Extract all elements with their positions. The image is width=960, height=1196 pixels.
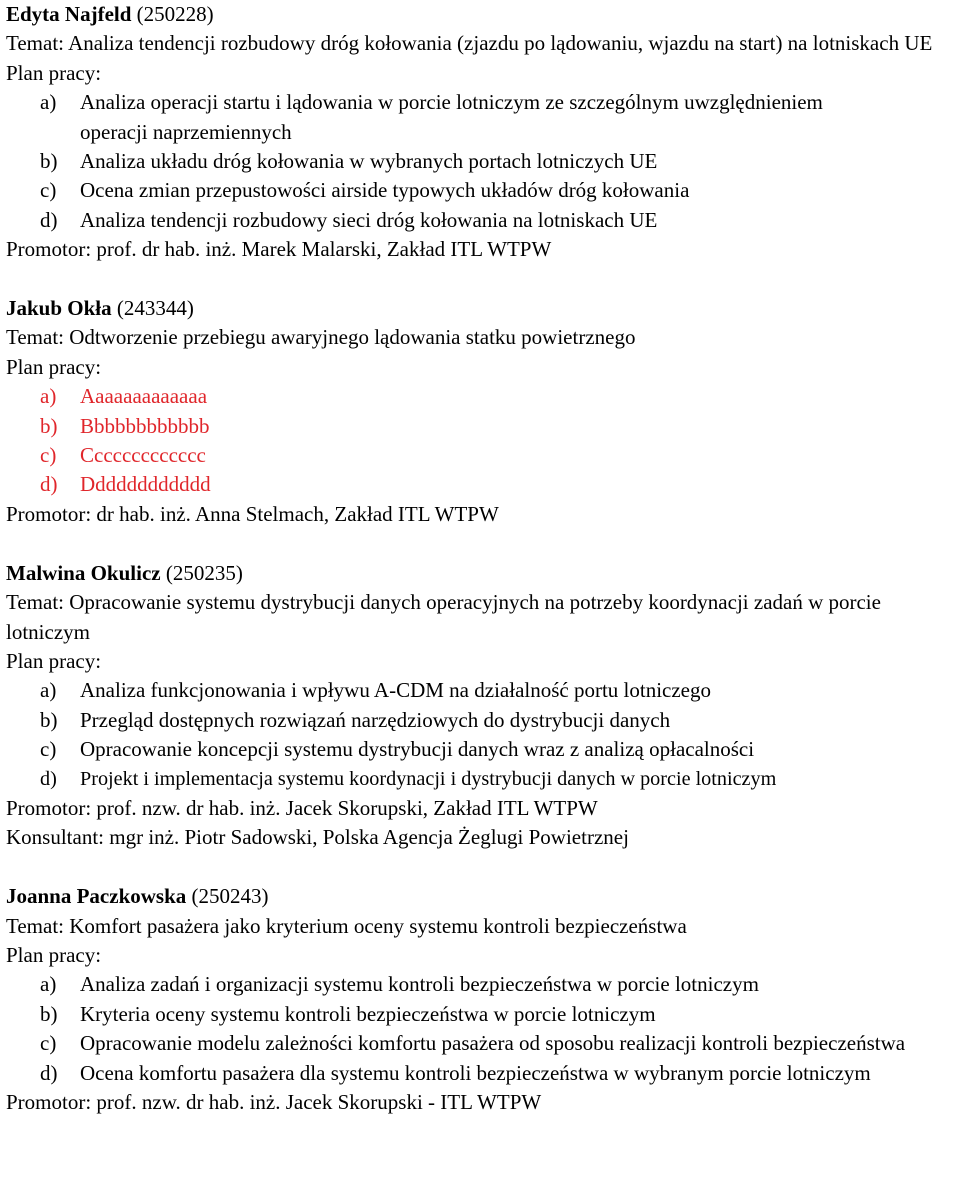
plan-item-marker: c) bbox=[40, 443, 57, 468]
thesis-entry-paczkowska bbox=[6, 882, 960, 1117]
plan-list bbox=[6, 970, 960, 1088]
plan-item bbox=[6, 676, 960, 705]
plan-list bbox=[6, 382, 960, 500]
plan-item-marker: c) bbox=[40, 1031, 57, 1056]
plan-item-text: Kryteria oceny systemu kontroli bezpieczeństwa w porcie lotniczym bbox=[80, 1001, 656, 1026]
plan-item-marker: c) bbox=[40, 178, 57, 203]
plan-item bbox=[6, 765, 960, 794]
plan-item bbox=[6, 412, 960, 441]
plan-list bbox=[6, 88, 960, 235]
plan-item bbox=[6, 176, 960, 205]
plan-item bbox=[6, 206, 960, 235]
plan-label: Plan pracy: bbox=[6, 942, 102, 967]
promotor: Promotor: dr hab. inż. Anna Stelmach, Zakład ITL WTPW bbox=[6, 501, 499, 526]
plan-item-text: Analiza tendencji rozbudowy sieci dróg kołowania na lotniskach UE bbox=[80, 207, 658, 232]
plan-list bbox=[6, 676, 960, 794]
plan-item-marker: a) bbox=[40, 384, 57, 409]
thesis-entry-najfeld bbox=[6, 0, 960, 265]
plan-item-marker: d) bbox=[40, 1060, 58, 1085]
promotor: Promotor: prof. nzw. dr hab. inż. Jacek Skorupski - ITL WTPW bbox=[6, 1089, 542, 1114]
thesis-topic: Temat: Opracowanie systemu dystrybucji danych operacyjnych na potrzeby koordynacji zadań w porcie lotniczym bbox=[6, 590, 881, 644]
student-name: Malwina Okulicz bbox=[6, 560, 161, 585]
plan-item-text: Bbbbbbbbbbbb bbox=[80, 413, 210, 438]
plan-item-text: Analiza operacji startu i lądowania w porcie lotniczym ze szczególnym uwzględnieniem operacji naprzemiennych bbox=[80, 90, 823, 144]
konsultant: Konsultant: mgr inż. Piotr Sadowski, Polska Agencja Żeglugi Powietrznej bbox=[6, 825, 629, 850]
plan-label: Plan pracy: bbox=[6, 648, 102, 673]
plan-item-marker: b) bbox=[40, 149, 58, 174]
plan-label: Plan pracy: bbox=[6, 354, 102, 379]
student-name: Joanna Paczkowska bbox=[6, 884, 187, 909]
plan-item-marker: d) bbox=[40, 767, 57, 790]
plan-item bbox=[6, 1059, 960, 1088]
thesis-entry-okulicz bbox=[6, 559, 960, 853]
plan-item bbox=[6, 706, 960, 735]
student-heading bbox=[6, 882, 960, 911]
plan-item-text: Analiza zadań i organizacji systemu kontroli bezpieczeństwa w porcie lotniczym bbox=[80, 972, 759, 997]
plan-item-text: Analiza układu dróg kołowania w wybranych portach lotniczych UE bbox=[80, 149, 658, 174]
student-id: (250243) bbox=[186, 884, 269, 909]
plan-item-text: Ccccccccccccc bbox=[80, 443, 206, 468]
plan-item-text: Analiza funkcjonowania i wpływu A-CDM na działalność portu lotniczego bbox=[80, 678, 712, 703]
promotor: Promotor: prof. nzw. dr hab. inż. Jacek Skorupski, Zakład ITL WTPW bbox=[6, 795, 598, 820]
student-id: (250228) bbox=[131, 2, 214, 26]
plan-item-text: Przegląd dostępnych rozwiązań narzędziowych do dystrybucji danych bbox=[80, 707, 671, 732]
student-name: Edyta Najfeld bbox=[6, 2, 132, 26]
student-heading bbox=[6, 0, 960, 29]
plan-item-text: Dddddddddddd bbox=[80, 472, 211, 497]
plan-item-marker: c) bbox=[40, 737, 57, 762]
plan-item-marker: b) bbox=[40, 1001, 58, 1026]
plan-item bbox=[6, 470, 960, 499]
thesis-topic: Temat: Odtworzenie przebiegu awaryjnego lądowania statku powietrznego bbox=[6, 325, 636, 350]
student-heading bbox=[6, 294, 960, 323]
plan-item-marker: b) bbox=[40, 707, 58, 732]
plan-item-text: Projekt i implementacja systemu koordynacji i dystrybucji danych w porcie lotniczym bbox=[80, 767, 777, 790]
plan-item bbox=[6, 1029, 960, 1058]
plan-item bbox=[6, 970, 960, 999]
promotor: Promotor: prof. dr hab. inż. Marek Malarski, Zakład ITL WTPW bbox=[6, 237, 552, 262]
plan-item-marker: a) bbox=[40, 678, 57, 703]
plan-item-text: Ocena zmian przepustowości airside typowych układów dróg kołowania bbox=[80, 178, 690, 203]
student-id: (250235) bbox=[160, 560, 243, 585]
plan-item-marker: a) bbox=[40, 972, 57, 997]
plan-item bbox=[6, 147, 960, 176]
thesis-topic: Temat: Analiza tendencji rozbudowy dróg kołowania (zjazdu po lądowaniu, wjazdu na start) na lotniskach UE bbox=[6, 31, 933, 56]
student-name: Jakub Okła bbox=[6, 296, 112, 321]
thesis-topic: Temat: Komfort pasażera jako kryterium oceny systemu kontroli bezpieczeństwa bbox=[6, 913, 687, 938]
plan-item bbox=[6, 88, 960, 147]
plan-item bbox=[6, 735, 960, 764]
plan-item-marker: d) bbox=[40, 207, 58, 232]
plan-item bbox=[6, 1000, 960, 1029]
plan-item-marker: d) bbox=[40, 472, 58, 497]
plan-item-marker: b) bbox=[40, 413, 58, 438]
plan-item-text: Opracowanie koncepcji systemu dystrybucji danych wraz z analizą opłacalności bbox=[80, 737, 755, 762]
thesis-entry-okla bbox=[6, 294, 960, 529]
plan-item bbox=[6, 441, 960, 470]
plan-item-text: Opracowanie modelu zależności komfortu pasażera od sposobu realizacji kontroli bezpieczeństwa bbox=[80, 1031, 906, 1056]
student-id: (243344) bbox=[111, 296, 194, 321]
plan-item bbox=[6, 382, 960, 411]
plan-item-text: Ocena komfortu pasażera dla systemu kontroli bezpieczeństwa w wybranym porcie lotniczym bbox=[80, 1060, 871, 1085]
student-heading bbox=[6, 559, 960, 588]
plan-item-marker: a) bbox=[40, 90, 57, 115]
plan-label: Plan pracy: bbox=[6, 60, 102, 85]
plan-item-text: Aaaaaaaaaaaaa bbox=[80, 384, 208, 409]
